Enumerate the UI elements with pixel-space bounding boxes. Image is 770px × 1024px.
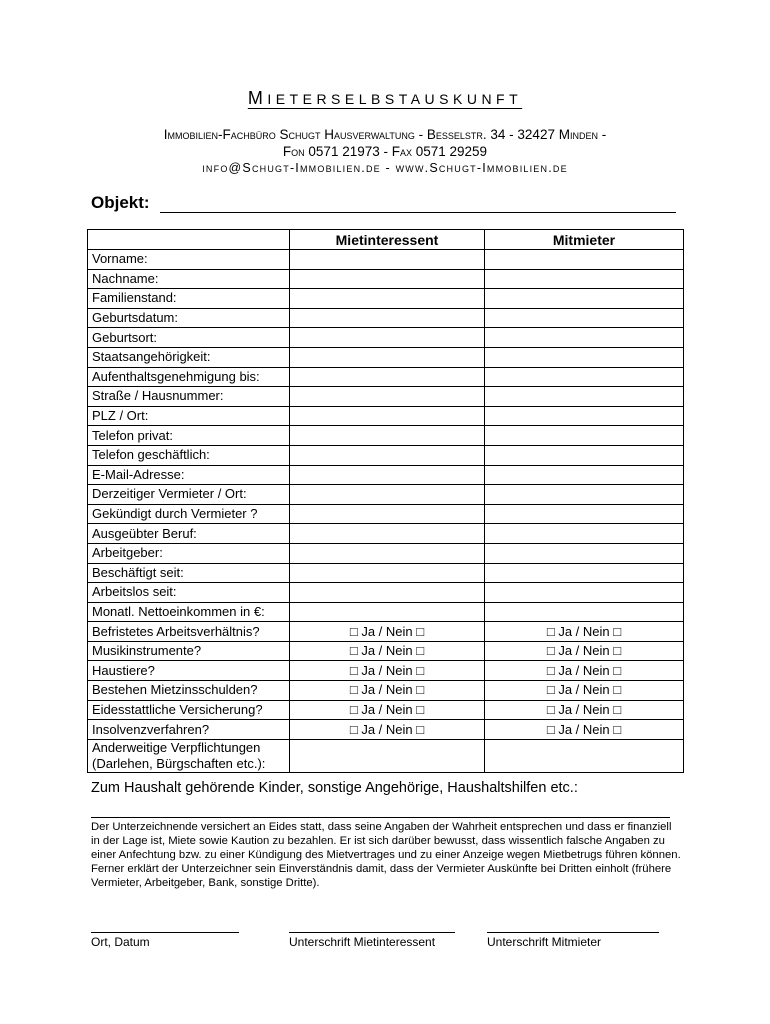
co-tenant-input-cell[interactable] [485, 465, 684, 485]
obligations-label-line2: (Darlehen, Bürgschaften etc.): [92, 755, 266, 771]
row-label: Straße / Hausnummer: [88, 387, 290, 407]
tenant-input-cell[interactable] [290, 308, 485, 328]
label-place-date: Ort, Datum [91, 935, 150, 949]
co-tenant-input-cell[interactable] [485, 289, 684, 309]
row-label: Familienstand: [88, 289, 290, 309]
table-row [88, 406, 684, 426]
row-label: Telefon geschäftlich: [88, 445, 290, 465]
co-tenant-input-cell[interactable] [485, 426, 684, 446]
co-tenant-input-cell[interactable] [485, 328, 684, 348]
row-label: E-Mail-Adresse: [88, 465, 290, 485]
tenant-input-cell[interactable] [290, 250, 485, 270]
co-tenant-yes-no-checkbox[interactable]: □ Ja / Nein □ [485, 700, 684, 720]
co-tenant-input-cell[interactable] [485, 387, 684, 407]
tenant-input-cell[interactable] [290, 367, 485, 387]
table-row [88, 387, 684, 407]
tenant-input-cell[interactable] [290, 602, 485, 622]
co-tenant-input-cell[interactable] [485, 543, 684, 563]
company-header [0, 126, 770, 177]
tenant-input-cell[interactable] [290, 289, 485, 309]
row-label: Geburtsort: [88, 328, 290, 348]
co-tenant-input-cell[interactable] [485, 583, 684, 603]
table-row-yesno [88, 720, 684, 740]
declaration-text: Der Unterzeichnende versichert an Eides statt, dass seine Angaben der Wahrheit entsprechen und dass er finanziell in der Lage ist, Miete sowie Kaution zu bezahlen. Er ist sich darüber bewusst, dass wissentlich falsche Angaben zu einer Anfechtung bzw. zu einer Kündigung des Mietvertrages und zu einer Anzeige wegen Mietbetrugs führen können. Ferner erklärt der Unterzeichner sein Einverständnis damit, dass der Vermieter Auskünfte bei Dritten einholt (frühere Vermieter, Arbeitgeber, Bank, sonstige Dritte). [91, 821, 681, 889]
signature-line-tenant[interactable] [289, 932, 455, 933]
tenant-input-cell[interactable] [290, 583, 485, 603]
co-tenant-input-cell[interactable] [485, 739, 684, 772]
tenant-input-cell[interactable] [290, 524, 485, 544]
table-row [88, 308, 684, 328]
table-row [88, 328, 684, 348]
table-row [88, 583, 684, 603]
co-tenant-yes-no-checkbox[interactable]: □ Ja / Nein □ [485, 641, 684, 661]
tenant-input-cell[interactable] [290, 543, 485, 563]
household-field[interactable] [91, 817, 670, 818]
table-row [88, 347, 684, 367]
tenant-input-cell[interactable] [290, 465, 485, 485]
co-tenant-input-cell[interactable] [485, 563, 684, 583]
table-row [88, 465, 684, 485]
co-tenant-input-cell[interactable] [485, 406, 684, 426]
table-row-obligations [88, 739, 684, 772]
tenant-yes-no-checkbox[interactable]: □ Ja / Nein □ [290, 661, 485, 681]
row-label: Staatsangehörigkeit: [88, 347, 290, 367]
table-row [88, 250, 684, 270]
co-tenant-input-cell[interactable] [485, 250, 684, 270]
table-row [88, 269, 684, 289]
tenant-yes-no-checkbox[interactable]: □ Ja / Nein □ [290, 641, 485, 661]
row-label: Ausgeübter Beruf: [88, 524, 290, 544]
table-row [88, 426, 684, 446]
table-row [88, 563, 684, 583]
tenant-yes-no-checkbox[interactable]: □ Ja / Nein □ [290, 622, 485, 642]
row-label: Eidesstattliche Versicherung? [88, 700, 290, 720]
company-contact: info@Schugt-Immobilien.de - www.Schugt-Immobilien.de [202, 161, 568, 175]
tenant-input-cell[interactable] [290, 504, 485, 524]
table-header-row [88, 230, 684, 250]
row-label: Aufenthaltsgenehmigung bis: [88, 367, 290, 387]
tenant-input-cell[interactable] [290, 406, 485, 426]
tenant-input-cell[interactable] [290, 445, 485, 465]
signature-line-place-date[interactable] [91, 932, 239, 933]
self-disclosure-table [87, 229, 684, 773]
tenant-input-cell[interactable] [290, 269, 485, 289]
tenant-input-cell[interactable] [290, 563, 485, 583]
tenant-input-cell[interactable] [290, 739, 485, 772]
document-title: MIETERSELBSTAUSKUNFT [247, 88, 523, 108]
co-tenant-input-cell[interactable] [485, 602, 684, 622]
row-label: Telefon privat: [88, 426, 290, 446]
tenant-input-cell[interactable] [290, 347, 485, 367]
tenant-input-cell[interactable] [290, 387, 485, 407]
row-label: PLZ / Ort: [88, 406, 290, 426]
tenant-input-cell[interactable] [290, 328, 485, 348]
company-address: Immobilien-Fachbüro Schugt Hausverwaltung - Besselstr. 34 - 32427 Minden - [163, 127, 607, 142]
table-row-yesno [88, 661, 684, 681]
table-row [88, 367, 684, 387]
row-label: Vorname: [88, 250, 290, 270]
row-label: Insolvenzverfahren? [88, 720, 290, 740]
co-tenant-input-cell[interactable] [485, 269, 684, 289]
row-label: Arbeitslos seit: [88, 583, 290, 603]
table-row [88, 543, 684, 563]
co-tenant-yes-no-checkbox[interactable]: □ Ja / Nein □ [485, 681, 684, 701]
table-row [88, 485, 684, 505]
signature-line-co-tenant[interactable] [487, 932, 659, 933]
table-row-yesno [88, 641, 684, 661]
objekt-field[interactable] [160, 212, 676, 213]
tenant-yes-no-checkbox[interactable]: □ Ja / Nein □ [290, 700, 485, 720]
co-tenant-input-cell[interactable] [485, 308, 684, 328]
co-tenant-yes-no-checkbox[interactable]: □ Ja / Nein □ [485, 720, 684, 740]
row-label: Monatl. Nettoeinkommen in €: [88, 602, 290, 622]
co-tenant-input-cell[interactable] [485, 445, 684, 465]
row-label: Gekündigt durch Vermieter ? [88, 504, 290, 524]
row-label: Befristetes Arbeitsverhältnis? [88, 622, 290, 642]
row-label: Geburtsdatum: [88, 308, 290, 328]
column-header-co-tenant: Mitmieter [485, 230, 684, 250]
table-row [88, 524, 684, 544]
tenant-yes-no-checkbox[interactable]: □ Ja / Nein □ [290, 681, 485, 701]
column-header-tenant: Mietinteressent [290, 230, 485, 250]
obligations-label-line1: Anderweitige Verpflichtungen [92, 740, 261, 756]
co-tenant-input-cell[interactable] [485, 524, 684, 544]
row-label: Beschäftigt seit: [88, 563, 290, 583]
household-label: Zum Haushalt gehörende Kinder, sonstige Angehörige, Haushaltshilfen etc.: [91, 780, 578, 796]
co-tenant-yes-no-checkbox[interactable]: □ Ja / Nein □ [485, 661, 684, 681]
column-header-label [88, 230, 290, 250]
label-tenant-signature: Unterschrift Mietinteressent [289, 935, 436, 949]
label-co-tenant-signature: Unterschrift Mitmieter [487, 935, 602, 949]
row-label: Haustiere? [88, 661, 290, 681]
company-phone-fax: Fon 0571 21973 - Fax 0571 29259 [282, 144, 488, 159]
row-label: Nachname: [88, 269, 290, 289]
table-row [88, 602, 684, 622]
table-row [88, 504, 684, 524]
table-row [88, 445, 684, 465]
co-tenant-input-cell[interactable] [485, 347, 684, 367]
table-row-yesno [88, 700, 684, 720]
tenant-input-cell[interactable] [290, 426, 485, 446]
co-tenant-input-cell[interactable] [485, 504, 684, 524]
co-tenant-input-cell[interactable] [485, 485, 684, 505]
row-label: Bestehen Mietzinsschulden? [88, 681, 290, 701]
table-row [88, 289, 684, 309]
table-row-yesno [88, 622, 684, 642]
tenant-yes-no-checkbox[interactable]: □ Ja / Nein □ [290, 720, 485, 740]
co-tenant-yes-no-checkbox[interactable]: □ Ja / Nein □ [485, 622, 684, 642]
table-row-yesno [88, 681, 684, 701]
row-label: Derzeitiger Vermieter / Ort: [88, 485, 290, 505]
row-label: Musikinstrumente? [88, 641, 290, 661]
row-label-obligations [88, 739, 290, 772]
tenant-input-cell[interactable] [290, 485, 485, 505]
co-tenant-input-cell[interactable] [485, 367, 684, 387]
row-label: Arbeitgeber: [88, 543, 290, 563]
objekt-label: Objekt: [91, 193, 150, 212]
